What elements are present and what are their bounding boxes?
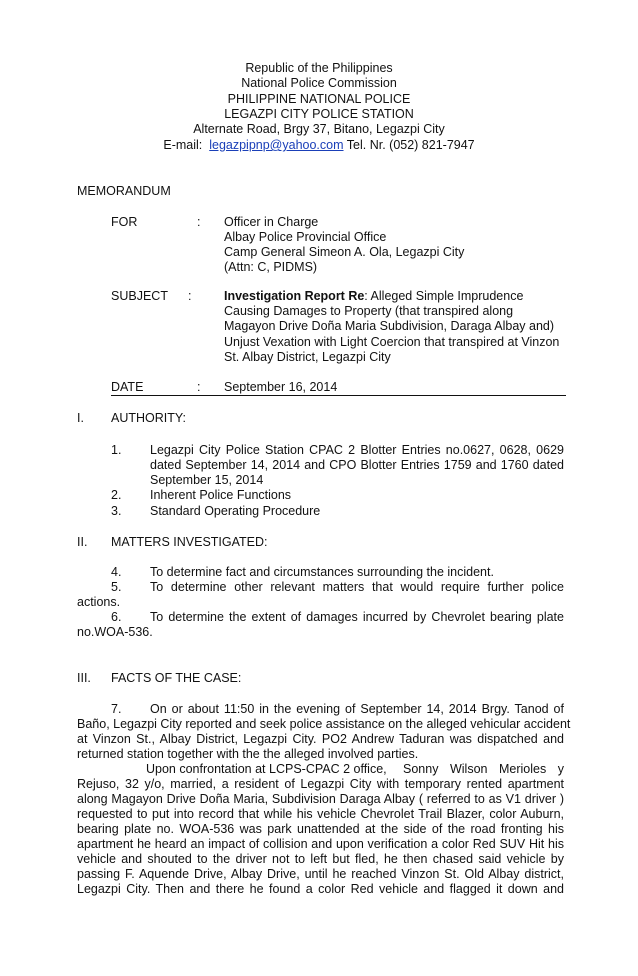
- email-label: E-mail:: [163, 138, 203, 152]
- item-line: To determine fact and circumstances surrounding the incident.: [150, 565, 494, 579]
- for-line: Officer in Charge: [224, 215, 319, 229]
- item-number: 1.: [111, 443, 122, 457]
- fact-line: bearing plate no. WOA-536 was park unattended at the side of the road fronting his: [77, 822, 564, 836]
- fact-line: passing F. Aquende Drive, Albay Drive, until he reached Vinzon St. Old Albay district,: [77, 867, 564, 881]
- subject-line: Unjust Vexation with Light Coercion that transpired at Vinzon: [224, 335, 560, 349]
- item-number: 3.: [111, 504, 122, 518]
- fact-line: Baño, Legazpi City reported and seek police assistance on the alleged vehicular accident: [77, 717, 571, 731]
- memo-title: MEMORANDUM: [77, 184, 171, 198]
- email-link[interactable]: legazpipnp@yahoo.com: [209, 138, 344, 152]
- date-label: DATE: [111, 380, 144, 394]
- fact-line: On or about 11:50 in the evening of September 14, 2014 Brgy. Tanod of: [150, 702, 564, 716]
- subject-line: Causing Damages to Property (that transpired along: [224, 304, 514, 318]
- section-number: III.: [77, 671, 91, 685]
- memo-divider: [111, 395, 566, 396]
- for-line: Camp General Simeon A. Ola, Legazpi City: [224, 245, 465, 259]
- fact-line: vehicle and shouted to the driver not to left but fled, he then chased said vehicle by: [77, 852, 564, 866]
- fact-line: returned station together with the the alleged involved parties.: [77, 747, 419, 761]
- item-number: 6.: [111, 610, 122, 624]
- header-pnp: PHILIPPINE NATIONAL POLICE: [227, 92, 411, 106]
- item-line: September 15, 2014: [150, 473, 264, 487]
- subject-bold: Investigation Report Re: [224, 289, 365, 303]
- date-value: September 16, 2014: [224, 380, 338, 394]
- subject-line: Magayon Drive Doña Maria Subdivision, Daraga Albay and): [224, 319, 555, 333]
- paragraph-number: 7.: [111, 702, 122, 716]
- section-number: I.: [77, 411, 84, 425]
- header-station: LEGAZPI CITY POLICE STATION: [224, 107, 414, 121]
- item-line: no.WOA-536.: [77, 625, 153, 639]
- subject-label: SUBJECT: [111, 289, 168, 303]
- fact-line: Rejuso, 32 y/o, married, a resident of Legazpi City with temporary rented apartment: [77, 777, 564, 791]
- fact-line: requested to put into record that while his vehicle Chevrolet Trail Blazer, color Auburn,: [77, 807, 564, 821]
- item-line: To determine the extent of damages incurred by Chevrolet bearing plate: [150, 610, 564, 624]
- item-number: 2.: [111, 488, 122, 502]
- item-line: dated September 14, 2014 and CPO Blotter Entries 1759 and 1760 dated: [150, 458, 564, 472]
- fact-lead: Upon confrontation at LCPS-CPAC 2 office,: [146, 762, 387, 776]
- header-republic: Republic of the Philippines: [245, 61, 393, 75]
- fact-line: apartment he heard an impact of collision and upon verification a color Red SUV Hit his: [77, 837, 564, 851]
- item-line: Inherent Police Functions: [150, 488, 292, 502]
- for-line: Albay Police Provincial Office: [224, 230, 387, 244]
- header-address: Alternate Road, Brgy 37, Bitano, Legazpi City: [193, 122, 445, 136]
- telephone: Tel. Nr. (052) 821-7947: [346, 138, 475, 152]
- fact-line: Legazpi City. Then and there he found a color Red vehicle and flagged it down and: [77, 882, 564, 896]
- item-line: To determine other relevant matters that would require further police: [150, 580, 564, 594]
- section-title-matters: MATTERS INVESTIGATED:: [111, 535, 268, 549]
- subject-colon: :: [188, 289, 192, 303]
- item-number: 4.: [111, 565, 122, 579]
- for-colon: :: [197, 215, 201, 229]
- item-line: actions.: [77, 595, 121, 609]
- item-line: Standard Operating Procedure: [150, 504, 321, 518]
- item-line: Legazpi City Police Station CPAC 2 Blotter Entries no.0627, 0628, 0629: [150, 443, 564, 457]
- item-number: 5.: [111, 580, 122, 594]
- for-line: (Attn: C, PIDMS): [224, 260, 318, 274]
- header-napolcom: National Police Commission: [241, 76, 397, 90]
- subject-first-line: [224, 288, 523, 304]
- fact-line: at Vinzon St., Albay District, Legazpi City. PO2 Andrew Taduran was dispatched and: [77, 732, 564, 746]
- section-number: II.: [77, 535, 88, 549]
- fact-name: Sonny Wilson Merioles y: [403, 762, 564, 776]
- header-contact: [0, 138, 638, 154]
- for-label: FOR: [111, 215, 138, 229]
- subject-line: St. Albay District, Legazpi City: [224, 350, 391, 364]
- section-title-authority: AUTHORITY:: [111, 411, 187, 425]
- section-title-facts: FACTS OF THE CASE:: [111, 671, 242, 685]
- fact-line: along Magayon Drive Doña Maria, Subdivision Daraga Albay ( referred to as V1 driver ): [77, 792, 564, 806]
- date-colon: :: [197, 380, 201, 394]
- subject-first-text: : Alleged Simple Imprudence: [364, 289, 524, 303]
